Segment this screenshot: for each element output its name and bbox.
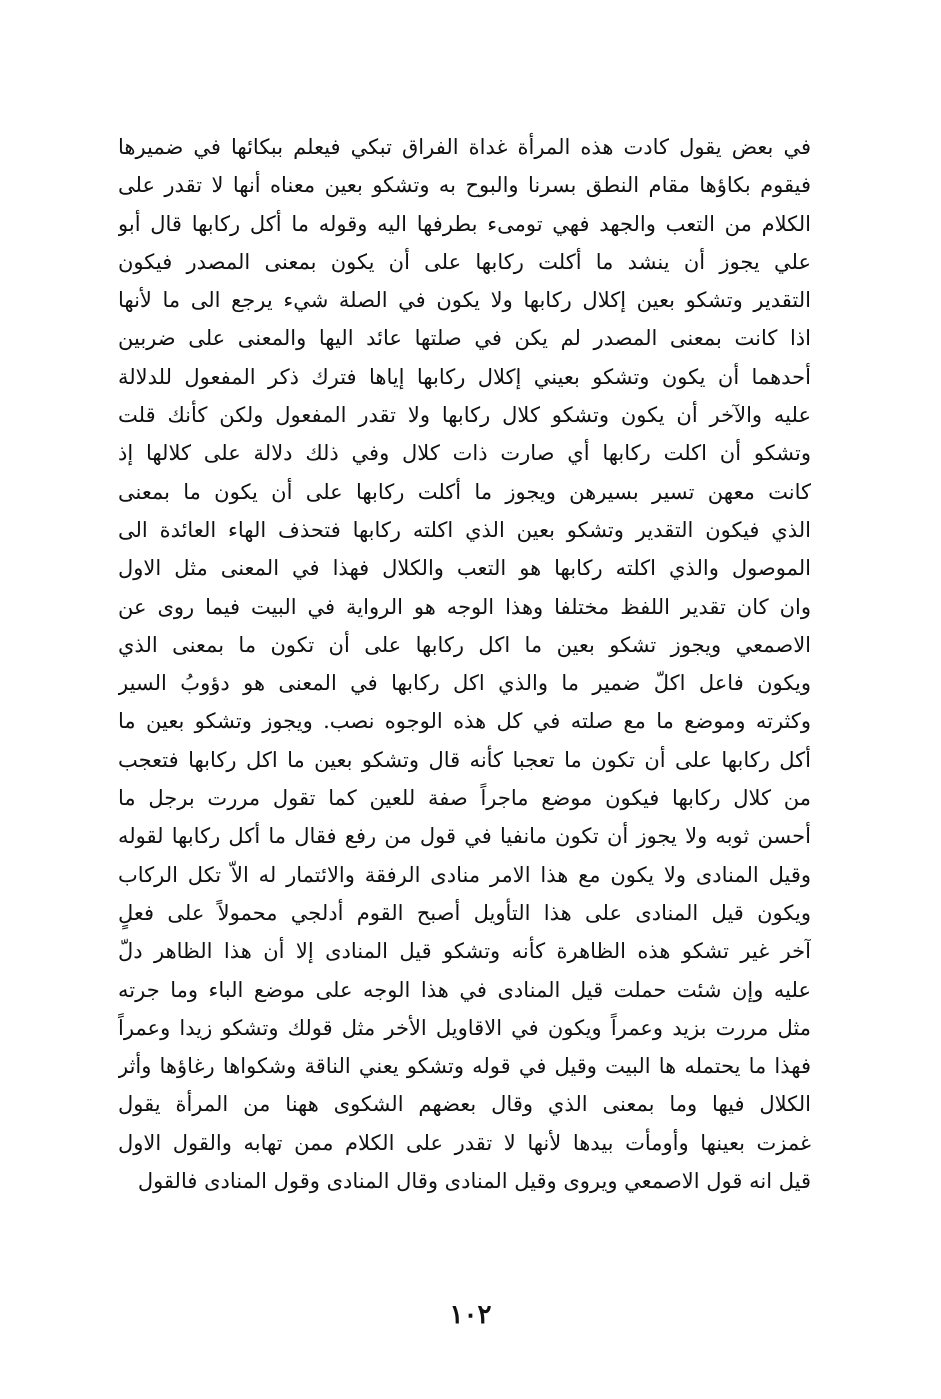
text-line: غمزت بعينها وأومأت بيدها لأنها لا تقدر على الكلام ممن تهابه والقول الاول <box>118 1130 811 1155</box>
text-line: وكثرته وموضع ما مع صلته في كل هذه الوجوه نصب. ويجوز وتشكو بعين ما <box>118 709 811 734</box>
text-line: ويكون قيل المنادى على هذا التأويل أصبح القوم أدلجي محمولاً على فعلٍ <box>118 900 811 925</box>
text-line: وقيل المنادى ولا يكون مع هذا الامر منادى الرفقة والائتمار له الاّ تكل الركاب <box>118 862 811 887</box>
text-line: أحسن ثوبه ولا يجوز أن تكون مانفيا في قول من رفع فقال ما أكل ركابها لقوله <box>118 824 811 849</box>
text-line: فهذا ما يحتمله ها البيت وقيل في قوله وتشكو يعني الناقة وشكواها رغاؤها وأثر <box>118 1054 811 1079</box>
text-line: الذي فيكون التقدير وتشكو بعين الذي اكلته ركابها فتحذف الهاء العائدة الى <box>118 517 811 542</box>
text-line: آخر غير تشكو هذه الظاهرة كأنه وتشكو قيل المنادى إلا أن هذا الظاهر دلّ <box>118 939 811 964</box>
text-line: قيل انه قول الاصمعي ويروى وقيل المنادى وقال المنادى وقول المنادى فالقول <box>137 1169 811 1194</box>
text-line: أكل ركابها على أن تكون ما تعجبا كأنه قال وتشكو بعين ما اكل ركابها فتعجب <box>118 747 811 772</box>
body-text <box>118 128 811 1200</box>
text-line: أحدهما أن يكون وتشكو بعيني إكلال ركابها إياها فترك ذكر المفعول للدلالة <box>118 364 811 389</box>
text-line: مثل مررت بزيد وعمراً ويكون في الاقاويل الأخر مثل قولك وتشكو زيدا وعمراً <box>118 1015 811 1040</box>
text-line: الاصمعي ويجوز تشكو بعين ما اكل ركابها على أن تكون ما بمعنى الذي <box>118 632 811 657</box>
text-line: الموصول والذي اكلته ركابها هو التعب والكلال فهذا في المعنى مثل الاول <box>118 556 811 581</box>
text-line: عليه والآخر أن يكون وتشكو كلال ركابها ولا تقدر المفعول ولكن كأنك قلت <box>118 403 811 428</box>
text-line: فيقوم بكاؤها مقام النطق بسرنا والبوح به وتشكو بعين معناه أنها لا تقدر على <box>118 173 811 198</box>
text-line: الكلام من التعب والجهد فهي تومىء بطرفها اليه وقوله ما أكل ركابها قال أبو <box>118 211 811 236</box>
text-line: في بعض يقول كادت هذه المرأة غداة الفراق تبكي فيعلم ببكائها في ضميرها <box>118 135 811 159</box>
text-line: الكلال فيها وما بمعنى الذي وقال بعضهم الشكوى ههنا من المرأة يقول <box>118 1092 811 1117</box>
text-line: من كلال ركابها فيكون موضع ماجراً صفة للعين كما تقول مررت برجل ما <box>118 786 811 811</box>
text-line: وتشكو أن اكلت ركابها أي صارت ذات كلال وفي ذلك دلالة على كلالها إذ <box>118 441 811 466</box>
text-line: ويكون فاعل اكلّ ضمير ما والذي اكل ركابها في المعنى هو دؤوبُ السير <box>118 671 811 696</box>
page-number: ١٠٢ <box>449 1300 492 1330</box>
text-line: عليه وإن شئت حملت قيل المنادى في هذا الوجه على موضع الباء وما جرته <box>118 977 811 1002</box>
text-line: اذا كانت بمعنى المصدر لم يكن في صلتها عائد اليها والمعنى على ضربين <box>118 326 811 351</box>
text-line: علي يجوز أن ينشد ما أكلت ركابها على أن يكون بمعنى المصدر فيكون <box>118 249 811 274</box>
text-line: كانت معهن تسير بسيرهن ويجوز ما أكلت ركابها على أن يكون ما بمعنى <box>118 479 811 504</box>
text-line: وان كان تقدير اللفظ مختلفا وهذا الوجه هو الرواية في البيت فيما روى عن <box>118 594 811 619</box>
text-line: التقدير وتشكو بعين إكلال ركابها ولا يكون في الصلة شيء يرجع الى ما لأنها <box>118 288 811 313</box>
